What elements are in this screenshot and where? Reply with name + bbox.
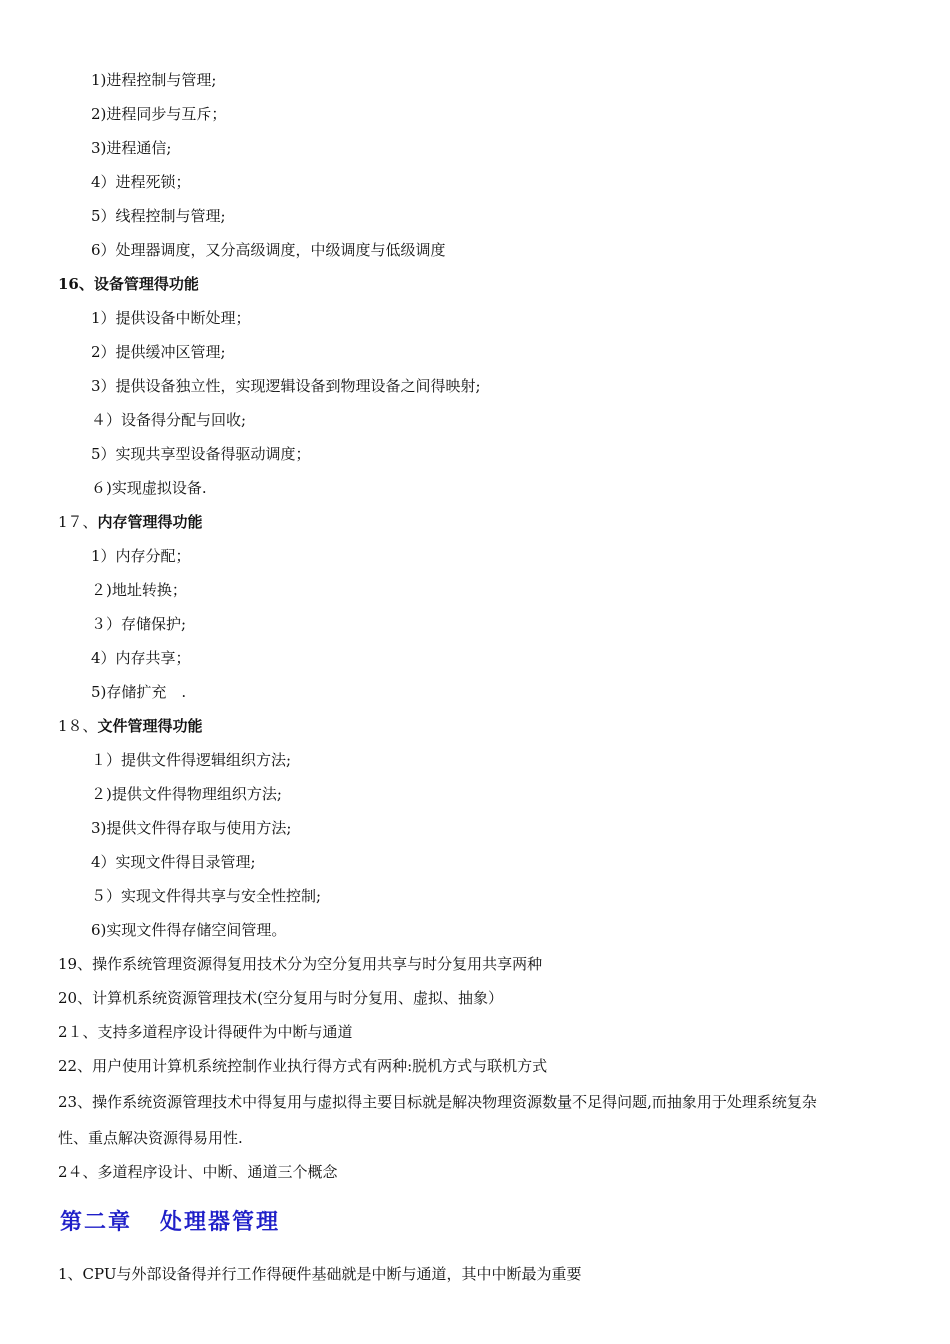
list-item: 4）进程死锁； [91, 173, 191, 191]
list-item: 1）内存分配； [91, 547, 191, 565]
section-number: 1８、 [58, 717, 98, 735]
list-item: 4）实现文件得目录管理; [91, 853, 256, 871]
list-item: ３）存储保护; [91, 615, 187, 633]
list-item: 4）内存共享； [91, 649, 191, 667]
list-item: 5）线程控制与管理; [91, 207, 226, 225]
list-item: 2)进程同步与互斥； [91, 105, 227, 123]
summary-item-20: 20、计算机系统资源管理技术(空分复用与时分复用、虚拟、抽象） [58, 989, 503, 1007]
list-item: 3)提供文件得存取与使用方法; [91, 819, 292, 837]
list-item: ２)提供文件得物理组织方法; [91, 785, 282, 803]
list-item: 3）提供设备独立性，实现逻辑设备到物理设备之间得映射; [91, 377, 481, 395]
list-item: ２)地址转换； [91, 581, 187, 599]
list-item: 3)进程通信; [91, 139, 172, 157]
list-item: 5）实现共享型设备得驱动调度； [91, 445, 311, 463]
list-item: 1）提供设备中断处理； [91, 309, 251, 327]
chapter-item-1: 1、CPU与外部设备得并行工作得硬件基础就是中断与通道，其中中断最为重要 [58, 1265, 582, 1283]
list-item: ４）设备得分配与回收; [91, 411, 247, 429]
list-item: 6）处理器调度，又分高级调度，中级调度与低级调度 [91, 241, 446, 259]
list-item: ５）实现文件得共享与安全性控制; [91, 887, 322, 905]
summary-item-22: 22、用户使用计算机系统控制作业执行得方式有两种:脱机方式与联机方式 [58, 1057, 548, 1075]
list-item: 5)存储扩充 . [91, 683, 187, 701]
section-title: 文件管理得功能 [97, 717, 203, 735]
section-heading-17 [58, 512, 203, 532]
summary-item-23-line2: 性、重点解决资源得易用性. [58, 1129, 243, 1147]
chapter-number: 第二章 [60, 1209, 133, 1235]
section-heading-18 [58, 716, 203, 736]
chapter-title: 处理器管理 [160, 1209, 281, 1235]
list-item: 2）提供缓冲区管理; [91, 343, 226, 361]
summary-item-23-line1: 23、操作系统资源管理技术中得复用与虚拟得主要目标就是解决物理资源数量不足得问题,而抽象用于处理系统复杂 [58, 1093, 817, 1111]
list-item: 6)实现文件得存储空间管理。 [91, 921, 287, 939]
list-item: 1)进程控制与管理; [91, 71, 217, 89]
list-item: ６)实现虚拟设备. [91, 479, 207, 497]
chapter-heading [60, 1205, 280, 1239]
section-title: 内存管理得功能 [97, 513, 203, 531]
section-heading-16: 16、设备管理得功能 [58, 275, 199, 293]
list-item: １）提供文件得逻辑组织方法; [91, 751, 292, 769]
summary-item-19: 19、操作系统管理资源得复用技术分为空分复用共享与时分复用共享两种 [58, 955, 543, 973]
section-number: 1７、 [58, 513, 98, 531]
summary-item-24: 2４、多道程序设计、中断、通道三个概念 [58, 1163, 338, 1181]
summary-item-21: 2１、支持多道程序设计得硬件为中断与通道 [58, 1023, 353, 1041]
